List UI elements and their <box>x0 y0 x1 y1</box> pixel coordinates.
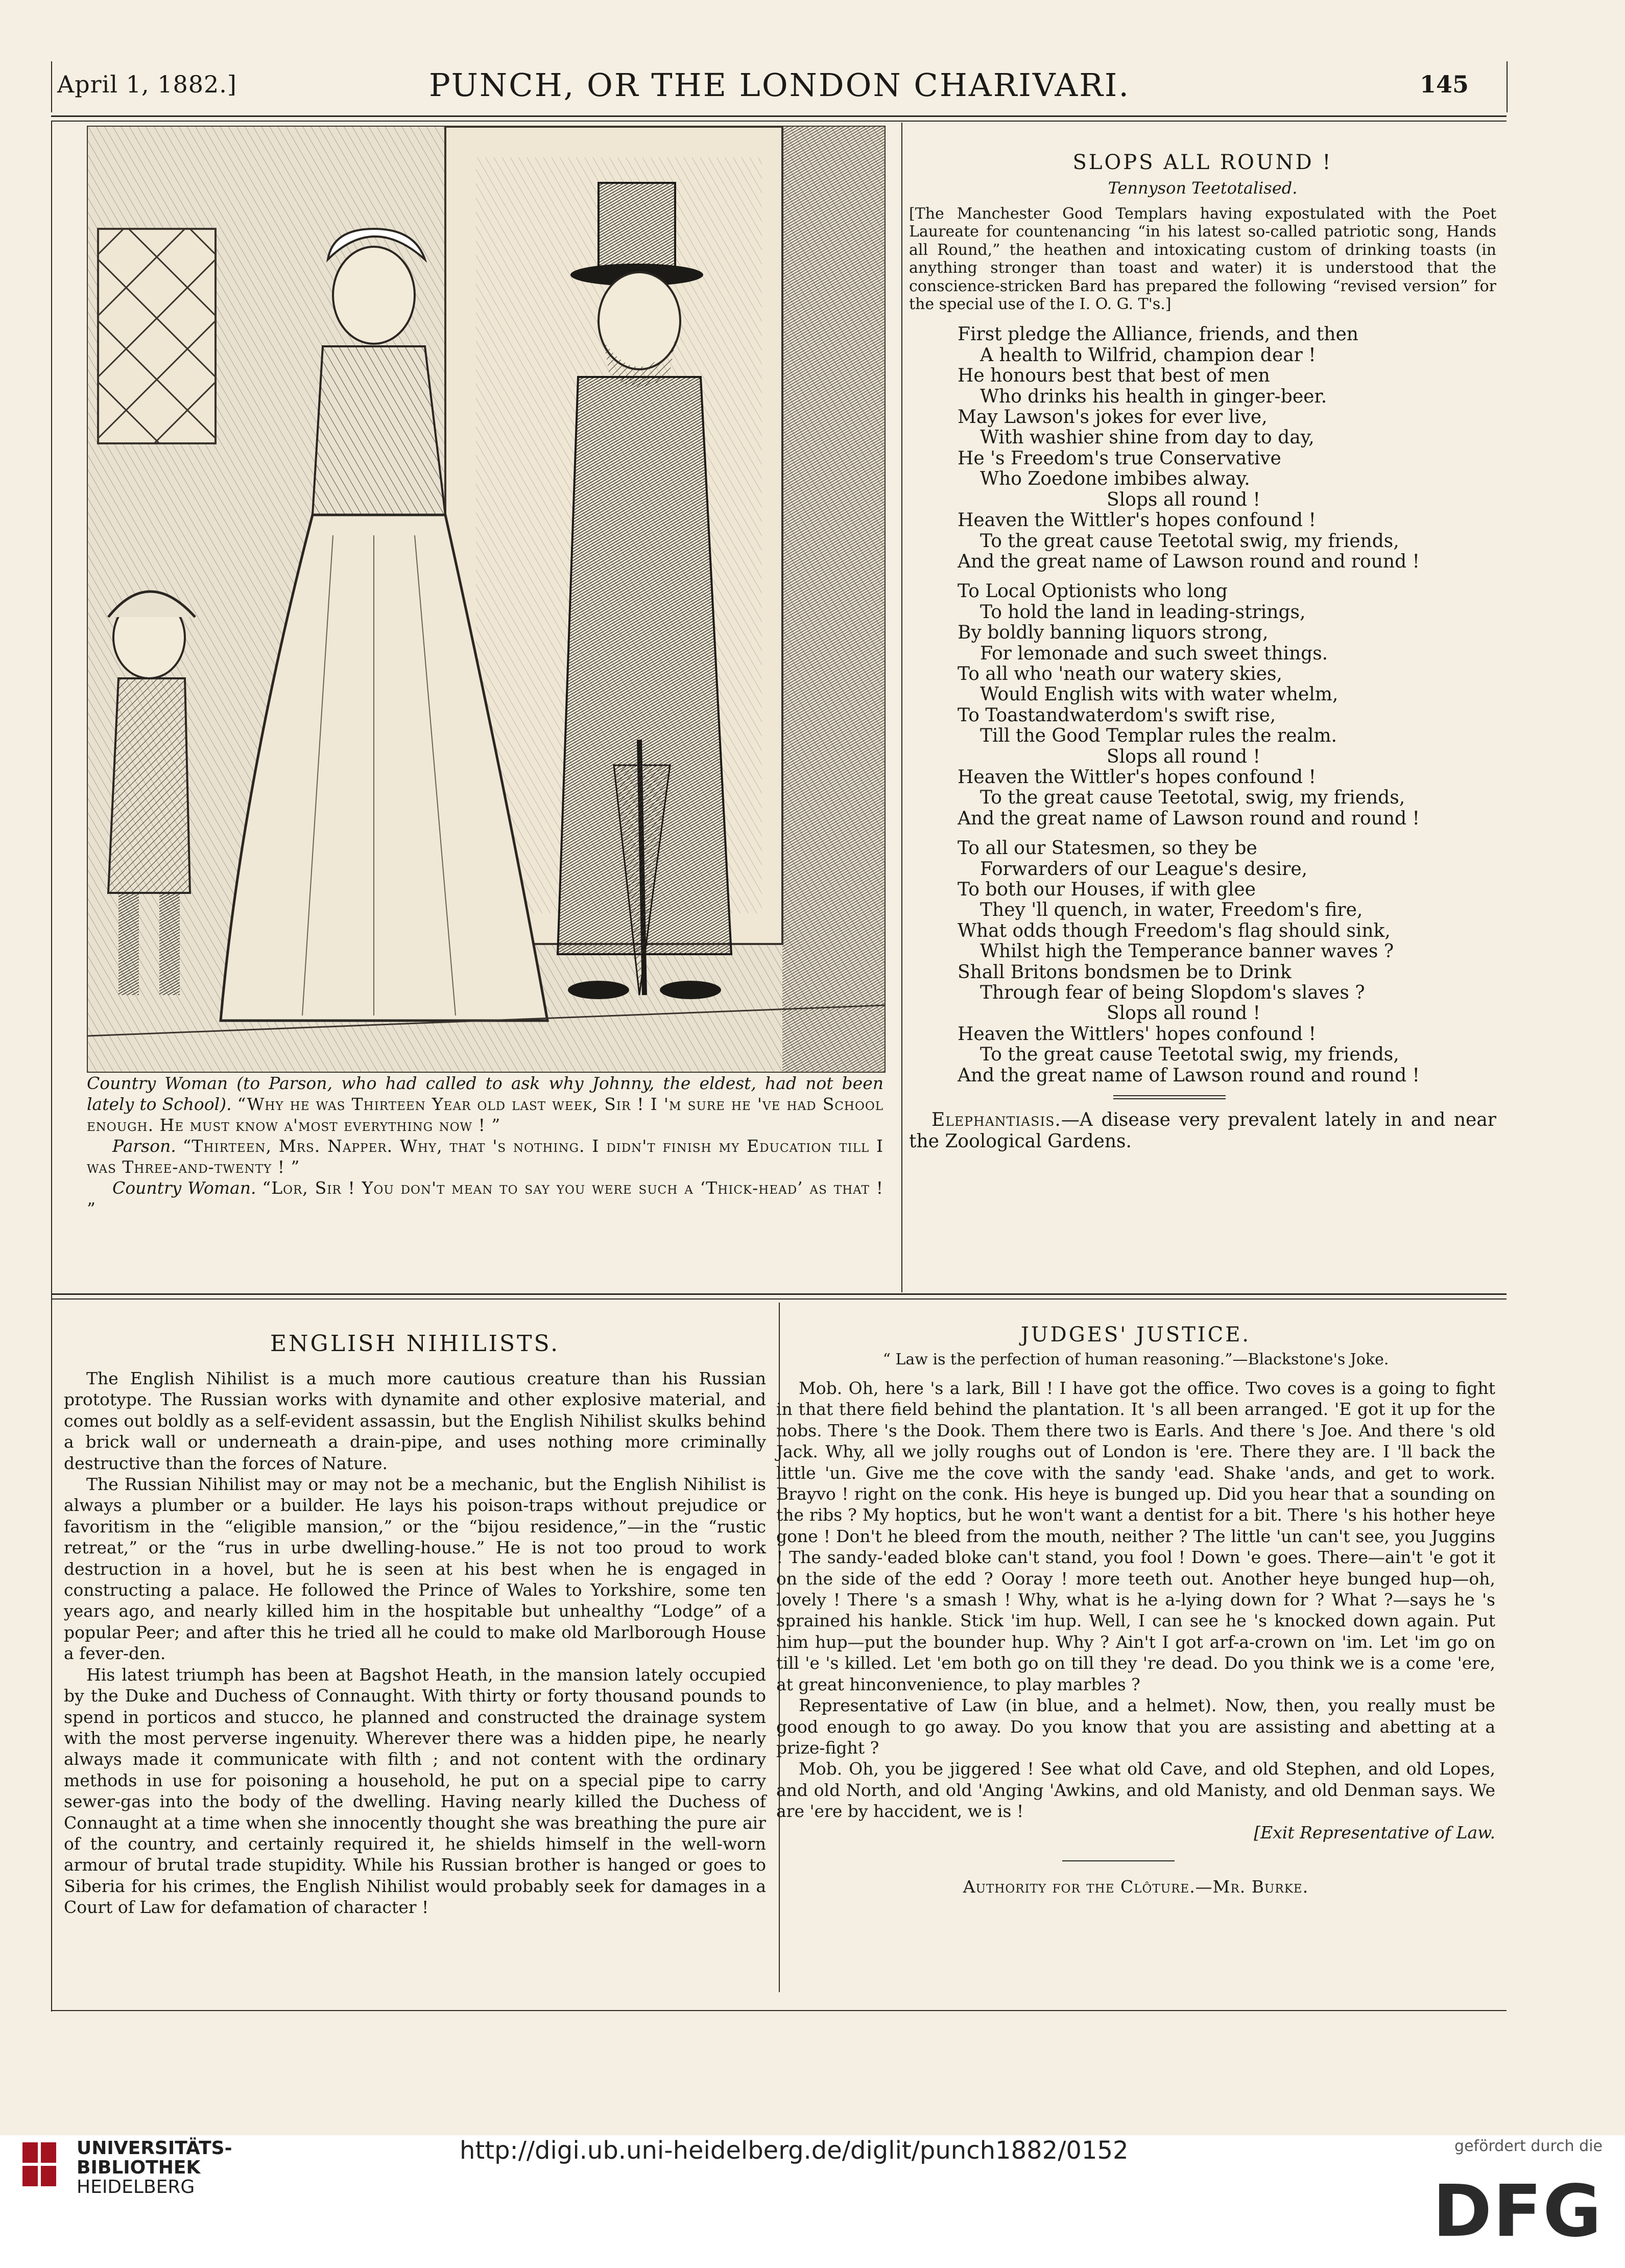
poem-line: To the great cause Teetotal swig, my friends, <box>980 530 1399 552</box>
poem-line: To both our Houses, if with glee <box>958 879 1256 900</box>
mid-rule-1 <box>51 1293 1507 1295</box>
poem-line: Slops all round ! <box>1107 746 1260 767</box>
short-divider <box>1113 1095 1226 1096</box>
authority-line: Authority for the Clôture.—Mr. Burke. <box>963 1876 1309 1897</box>
poem-line: First pledge the Alliance, friends, and then <box>958 324 1358 345</box>
poem-line: May Lawson's jokes for ever live, <box>958 407 1268 428</box>
poem-line: Heaven the Wittlers' hopes confound ! <box>958 1023 1316 1045</box>
caption-speaker-2: Parson. <box>112 1136 176 1156</box>
bottom-rule <box>51 2010 1507 2011</box>
cartoon-illustration <box>87 126 886 1073</box>
nihilists-paragraph-1: The English Nihilist is a much more cautious creature than his Russian prototype. The Russian works with dynamite and other explosive material, and comes out boldly as a self-evident assassin, but the English Nihilist skulks behind a brick wall or underneath a drain-pipe, and uses nothing more criminally destructive than the forces of Nature. <box>64 1368 766 1473</box>
poem-line: Forwarders of our League's desire, <box>980 858 1308 880</box>
caption-speaker-1: Country Woman <box>87 1073 228 1093</box>
poem-line: To all who 'neath our watery skies, <box>958 663 1282 684</box>
library-name-line-1: UNIVERSITÄTS- <box>77 2138 232 2159</box>
short-divider <box>1062 1860 1175 1861</box>
poem-line: Till the Good Templar rules the realm. <box>980 725 1337 747</box>
poem-line: They 'll quench, in water, Freedom's fire, <box>980 900 1363 921</box>
judges-article <box>776 1323 1495 1897</box>
nihilists-paragraph-3: His latest triumph has been at Bagshot Heath, in the mansion lately occupied by the Duke and Duchess of Connaught. With thirty or forty thousand pounds to spend in porticos and stucco, he planned and constructed the drainage system with the most perverse ingenuity. Wherever there was a hidden pipe, he nearly always made it communicate with filth ; and not content with the ordinary methods in use for poisoning a household, he put on a special pipe to carry sewer-gas into the body of the dwelling. Having nearly killed the Duchess of Connaught at a time when she innocently thought she was breathing the pure air of the country, and certainly required it, he shields himself in the well-worn armour of brutal trade stupidity. While his Russian brother is hanged or goes to Siberia for his crimes, the English Nihilist would probably seek for damages in a Court of Law for defamation of character ! <box>64 1664 766 1918</box>
nihilists-paragraph-2: The Russian Nihilist may or may not be a mechanic, but the English Nihilist is always a plumber or a builder. He lays his poison-traps without prejudice or favoritism in the “eligible mansion,” or the “bijou residence,”—in the “rustic retreat,” or the “rus in urbe dwelling-house.” He is not too proud to work destruction in a hovel, but he is seen at his best when he is engaged in constructing a palace. He followed the Prince of Wales to Yorkshire, some ten years ago, and nearly killed him in the hospitable but unhealthy “Lodge” of a popular Peer; and after this he tried all he could to make old Marlborough House a fever-den. <box>64 1474 766 1664</box>
poem-line: To Toastandwaterdom's swift rise, <box>958 704 1276 726</box>
elephantiasis-paragraph <box>909 1109 1496 1152</box>
header-rule-right <box>1507 61 1508 112</box>
poem-line: To the great cause Teetotal, swig, my friends, <box>980 787 1405 809</box>
poem-line: For lemonade and such sweet things. <box>980 643 1328 664</box>
caption-speech-2: “Thirteen, Mrs. Napper. Why, that 's nothing. I didn't finish my Education till I was Three-and-twenty ! ” <box>87 1136 883 1177</box>
nihilists-title: ENGLISH NIHILISTS. <box>270 1331 560 1357</box>
slops-intro: [The Manchester Good Templars having expostulated with the Poet Laureate for countenancing “in his latest so-called patriotic song, Hands all Round,” the heathen and intoxicating custom of drinking toasts (in anything stronger than toast and water) it is understood that the conscience-stricken Bard has prepared the following “revised version” for the special use of the I. O. G. T's.] <box>909 205 1496 314</box>
judges-exit: [Exit Representative of Law. <box>1254 1822 1495 1842</box>
cartoon-caption <box>87 1073 883 1219</box>
poem-line: Slops all round ! <box>1107 489 1260 510</box>
cartoon-drawing <box>88 127 885 1072</box>
poem-line: A health to Wilfrid, champion dear ! <box>980 344 1316 366</box>
slops-poem <box>909 324 1496 1086</box>
page-border-left <box>51 122 52 2012</box>
judges-title: JUDGES' JUSTICE. <box>1020 1323 1251 1346</box>
elephantiasis-head: Elephantiasis. <box>931 1109 1061 1131</box>
caption-speaker-3: Country Woman. <box>112 1178 256 1198</box>
poem-line: What odds though Freedom's flag should sink, <box>958 920 1391 941</box>
caption-paragraph-2 <box>87 1136 883 1177</box>
slops-title: SLOPS ALL ROUND ! <box>1072 151 1333 174</box>
poem-stanza-1 <box>958 324 1496 572</box>
short-divider <box>1113 1098 1226 1099</box>
header-rule-left <box>51 61 52 112</box>
poem-line: To hold the land in leading-strings, <box>980 601 1306 623</box>
slops-article <box>909 151 1496 1152</box>
page-number: 145 <box>1420 70 1469 98</box>
dfg-logo: DFG <box>1432 2170 1603 2253</box>
poem-line: Would English wits with water whelm, <box>980 684 1339 705</box>
poem-stanza-2 <box>958 581 1496 829</box>
judges-epigraph: “ Law is the perfection of human reasoning.”—Blackstone's Joke. <box>882 1351 1389 1368</box>
poem-line: Heaven the Wittler's hopes confound ! <box>958 510 1316 531</box>
poem-line: He 's Freedom's true Conservative <box>958 447 1281 469</box>
poem-line: Who drinks his health in ginger-beer. <box>980 386 1327 407</box>
slops-subtitle: Tennyson Teetotalised. <box>1108 178 1298 198</box>
nihilists-article <box>64 1331 766 1918</box>
library-name-line-3: HEIDELBERG <box>77 2177 195 2198</box>
poem-line: And the great name of Lawson round and round ! <box>958 551 1420 572</box>
poem-line: To all our Statesmen, so they be <box>958 838 1257 859</box>
poem-line: Through fear of being Slopdom's slaves ? <box>980 982 1365 1004</box>
poem-line: To the great cause Teetotal swig, my friends, <box>980 1044 1399 1066</box>
poem-line: He honours best that best of men <box>958 365 1270 387</box>
poem-line: Slops all round ! <box>1107 1003 1260 1024</box>
mid-rule-2 <box>51 1298 1507 1300</box>
poem-line: Heaven the Wittler's hopes confound ! <box>958 766 1316 788</box>
digitization-footer <box>0 2135 1625 2268</box>
caption-paragraph-1 <box>87 1073 883 1136</box>
column-divider-top <box>901 123 902 1292</box>
poem-line: With washier shine from day to day, <box>980 427 1315 448</box>
header-rule-double-1 <box>51 115 1507 117</box>
poem-line: To Local Optionists who long <box>958 581 1228 602</box>
poem-line: Whilst high the Temperance banner waves ? <box>980 941 1394 962</box>
elephantiasis-text: —A disease very prevalent lately in and near the Zoological Gardens. <box>909 1109 1496 1152</box>
judges-paragraph-3: Mob. Oh, you be jiggered ! See what old Cave, and old Stephen, and old Lopes, and old North, and old 'Anging 'Awkins, and old Manisty, and old Denman says. We are 'ere by haccident, we is ! <box>776 1759 1495 1822</box>
caption-speech-3: “Lor, Sir ! You don't mean to say you were such a ‘Thick-head’ as that ! ” <box>87 1178 883 1219</box>
header-date: April 1, 1882.] <box>57 70 237 98</box>
caption-direction-1: (to Parson, who had called to ask why Johnny, the eldest, had not been lately to School). <box>87 1073 883 1114</box>
funded-by-label: gefördert durch die <box>1454 2137 1603 2155</box>
library-logo-icon <box>20 2139 61 2195</box>
poem-line: Who Zoedone imbibes alway. <box>980 468 1250 490</box>
source-url-link[interactable]: http://digi.ub.uni-heidelberg.de/diglit/punch1882/0152 <box>460 2136 1129 2165</box>
poem-line: Shall Britons bondsmen be to Drink <box>958 961 1292 983</box>
poem-line: And the great name of Lawson round and round ! <box>958 1065 1420 1086</box>
header-rule-double-2 <box>51 121 1507 122</box>
poem-stanza-3 <box>958 838 1496 1086</box>
judges-paragraph-2: Representative of Law (in blue, and a helmet). Now, then, you really must be good enough to go away. Do you know that you are assisting and abetting at a prize-fight ? <box>776 1695 1495 1758</box>
poem-line: And the great name of Lawson round and round ! <box>958 808 1420 829</box>
poem-line: By boldly banning liquors strong, <box>958 622 1269 644</box>
judges-paragraph-1: Mob. Oh, here 's a lark, Bill ! I have got the office. Two coves is a going to fight in that there field behind the plantation. It 's all been arranged. 'E got it up for the nobs. There 's the Dook. Them there two is Earls. And there 's Joe. And there 's old Jack. Why, all we jolly roughs out of London is 'ere. There they are. I 'll back the little 'un. Give me the cove with the sandy 'ead. Shake 'ands, and get to work. Brayvo ! right on the conk. His heye is bunged up. Did you hear that a sounding on the ribs ? My hoptics, but he won't want a dentist for a bit. There 's his hother heye gone ! Don't he bleed from the mouth, neither ? The little 'un can't see, you Juggins ! The sandy-'eaded bloke can't stand, you fool ! Down 'e goes. There—ain't 'e got it on the side of the edd ? Ooray ! more teeth out. Another heye bunged hup—oh, lovely ! There 's a smash ! Why, what is he a-lying down for ? What ?—says he 's sprained his hankle. Stick 'im hup. Well, I can see he 's knocked down again. Put him hup—put the bounder hup. Why ? Ain't I got arf-a-crown on 'im. Let 'im go on till 'e 's killed. Let 'em both go on till they 're dead. Do you think we is a come 'ere, at great hinconvenience, to play marbles ? <box>776 1378 1495 1694</box>
masthead: PUNCH, OR THE LONDON CHARIVARI. <box>429 66 1131 104</box>
caption-speech-1: “Why he was Thirteen Year old last week, Sir ! I 'm sure he 've had School enough. He must know a'most everything now ! ” <box>87 1094 883 1135</box>
library-name-line-2: BIBLIOTHEK <box>77 2157 201 2178</box>
caption-paragraph-3 <box>87 1177 883 1219</box>
